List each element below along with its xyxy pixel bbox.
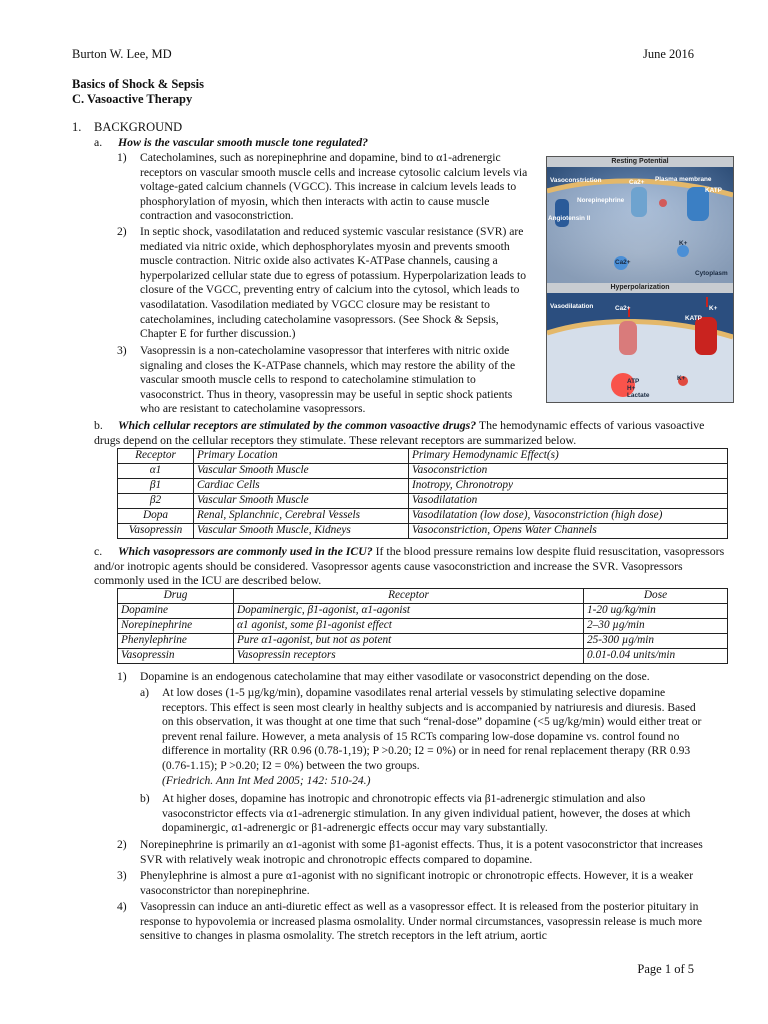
table-cell: 1-20 ug/kg/min <box>584 604 728 619</box>
table-cell: Vasopressin <box>118 649 234 664</box>
table-cell: Dopa <box>118 509 194 524</box>
item-text: Norepinephrine is primarily an α1-agonist with some β1-agonist effects. Thus, it is a potent vasoconstrictor that increases SVR with relatively weak inotropic and chronotropic effects compared to dopamine. <box>140 838 703 866</box>
item-text: Dopamine is an endogenous catecholamine that may either vasodilate or vasoconstrict depending on the dose. <box>140 670 650 683</box>
item-number: 2) <box>117 225 127 238</box>
item-letter: a) <box>140 686 150 699</box>
column-header: Drug <box>118 589 234 604</box>
table-row <box>118 464 728 479</box>
table-cell: Vascular Smooth Muscle, Kidneys <box>194 524 409 539</box>
table-header-row <box>118 589 728 604</box>
page-number: Page 1 of 5 <box>637 962 694 976</box>
figure-label: Ca2+ <box>629 179 645 186</box>
question-text: Which vasopressors are commonly used in the ICU? <box>118 544 373 558</box>
table-cell: α1 agonist, some β1-agonist effect <box>234 619 584 634</box>
figure-label: Angiotensin II <box>548 215 591 222</box>
column-header: Receptor <box>118 449 194 464</box>
item-number: 4) <box>117 900 127 913</box>
question-letter: c. <box>94 544 103 558</box>
question-text: How is the vascular smooth muscle tone regulated? <box>118 135 369 149</box>
section-number: 1. <box>72 120 82 134</box>
item-text: At low doses (1-5 µg/kg/min), dopamine vasodilates renal arterial vessels by stimulating selective dopamine receptors. This effect is seen most clearly in healthy subjects and is accompanied by natriuresis and diuresis. Based on this observation, it was thought at one time that such “renal-dose” dopamine (<5 ug/kg/min) would either treat or prevent renal failure. However, a meta analysis of 15 RCTs comparing low-dose dopamine vs. control found no difference in mortality (RR 0.96 (0.78-1,19); P >0.20; I2 = 0%) or in need for renal replacement therapy (RR 0.93 (0.76-1.15); P >0.20; I2 = 0%) between the two groups. <box>162 686 702 772</box>
table-cell: Dopaminergic, β1-agonist, α1-agonist <box>234 604 584 619</box>
figure-label: KATP <box>685 315 702 322</box>
list-item <box>117 869 705 898</box>
table-cell: Vascular Smooth Muscle <box>194 494 409 509</box>
table-row <box>118 619 728 634</box>
document-title <box>72 77 204 107</box>
list-item <box>117 344 529 417</box>
table-row <box>118 509 728 524</box>
column-header: Receptor <box>234 589 584 604</box>
table-cell: Dopamine <box>118 604 234 619</box>
list-item <box>117 225 529 342</box>
title-line-1: Basics of Shock & Sepsis <box>72 77 204 91</box>
item-letter: b) <box>140 792 150 805</box>
section-heading <box>72 120 182 135</box>
list-item <box>117 900 705 944</box>
question-body: The hemodynamic effects of various vasoactive drugs depend on the cellular receptors they stimulate. These relevant receptors are summarized below. <box>94 418 705 447</box>
table-row <box>118 634 728 649</box>
table-cell: 25-300 µg/min <box>584 634 728 649</box>
figure-label: Vasodilatation <box>550 303 594 310</box>
figure-label: Norepinephrine <box>577 197 625 204</box>
item-number: 2) <box>117 838 127 851</box>
table-row <box>118 494 728 509</box>
table-cell: Vascular Smooth Muscle <box>194 464 409 479</box>
question-text: Which cellular receptors are stimulated by the common vasoactive drugs? <box>118 418 477 432</box>
item-text: At higher doses, dopamine has inotropic and chronotropic effects via β1-adrenergic stimulation and also vasoconstrictor effects via α1-adrenergic stimulation. In any given individual patient, however, the doses at which dopaminergic, α1-adrenergic or β1-adrenergic effects occur may vary substantially. <box>162 792 691 835</box>
table-row <box>118 649 728 664</box>
table-cell: Pure α1-agonist, but not as potent <box>234 634 584 649</box>
figure-label: Plasma membrane <box>655 176 712 183</box>
question-c <box>94 544 728 588</box>
title-line-2: C. Vasoactive Therapy <box>72 92 193 106</box>
figure-label: KATP <box>705 187 722 194</box>
table-cell: Vasoconstriction <box>409 464 728 479</box>
figure-label: K+ <box>709 305 718 312</box>
receptor-table <box>117 448 728 539</box>
table-cell: β2 <box>118 494 194 509</box>
column-header: Dose <box>584 589 728 604</box>
table-cell: Vasodilatation (low dose), Vasoconstriction (high dose) <box>409 509 728 524</box>
item-number: 1) <box>117 151 127 164</box>
column-header: Primary Hemodynamic Effect(s) <box>409 449 728 464</box>
column-header: Primary Location <box>194 449 409 464</box>
smooth-muscle-figure <box>546 156 734 403</box>
figure-label: Ca2+ <box>615 305 631 312</box>
figure-label: Lactate <box>627 392 650 399</box>
table-cell: Vasodilatation <box>409 494 728 509</box>
table-cell: 2–30 µg/min <box>584 619 728 634</box>
sub-list-item <box>140 792 706 836</box>
table-row <box>118 479 728 494</box>
item-text: Vasopressin is a non-catecholamine vasopressor that interferes with nitric oxide signaling and closes the K-ATPase channels, which may restore the ability of the vascular smooth muscle cells to respond to catecholamine stimulation to vasoconstrict. Thus in theory, vasopressin may be useful in septic shock patients who are resistant to catecholamine vasopressors. <box>140 344 516 416</box>
item-text: Phenylephrine is almost a pure α1-agonist with no significant inotropic or chronotropic effects. However, it is a weaker vasoconstrictor than norepinephrine. <box>140 869 694 897</box>
item-number: 3) <box>117 344 127 357</box>
question-b <box>94 418 724 447</box>
question-a <box>94 135 368 150</box>
question-letter: a. <box>94 135 103 149</box>
figure-label: H+ <box>627 385 636 392</box>
section-label: BACKGROUND <box>94 120 183 134</box>
author: Burton W. Lee, MD <box>72 47 172 61</box>
table-cell: 0.01-0.04 units/min <box>584 649 728 664</box>
table-header-row <box>118 449 728 464</box>
item-text: In septic shock, vasodilatation and reduced systemic vascular resistance (SVR) are mediated via nitric oxide, which dephosphorylates myosin and prevents smooth muscle contraction. Nitric oxide also activates K-ATPase channels, causing a hyperpolarized cellular state due to egress of potassium. Hyperpolarization leads to closure of the VGCC, preventing entry of calcium into the cytosol, which leads to vasodilatation. Vasodilation mediated by VGCC closure may be resistant to catecholamines, including catecholamine vasopressors. (See Shock & Sepsis, Chapter E for further discussion.) <box>140 225 527 341</box>
figure-label: Cytoplasm <box>695 270 728 277</box>
table-cell: Phenylephrine <box>118 634 234 649</box>
table-cell: β1 <box>118 479 194 494</box>
table-cell: α1 <box>118 464 194 479</box>
figure-label: K+ <box>677 375 686 382</box>
table-cell: Inotropy, Chronotropy <box>409 479 728 494</box>
table-cell: Vasopressin <box>118 524 194 539</box>
table-row <box>118 524 728 539</box>
question-body: If the blood pressure remains low despite fluid resuscitation, vasopressors and/or inotropic agents should be considered. Vasopressor agents cause vasoconstriction and increase the SVR. Vasopressors commonly used in the ICU are described below. <box>94 544 725 588</box>
list-item <box>117 151 529 224</box>
list-item <box>117 670 729 685</box>
table-cell: Norepinephrine <box>118 619 234 634</box>
sub-list-item <box>140 686 706 788</box>
table-cell: Vasopressin receptors <box>234 649 584 664</box>
figure-title-bottom: Hyperpolarization <box>547 283 733 293</box>
list-item <box>117 838 705 867</box>
document-date: June 2016 <box>642 47 694 61</box>
item-text: Vasopressin can induce an anti-diuretic effect as well as a vasopressor effect. It is released from the posterior pituitary in response to hypovolemia or increased plasma osmolality. Under normal circumstances, vasopressin release is much more sensitive to changes in plasma osmolality. The stretch receptors in the left atrium, aortic <box>140 900 703 943</box>
table-cell: Renal, Splanchnic, Cerebral Vessels <box>194 509 409 524</box>
table-cell: Cardiac Cells <box>194 479 409 494</box>
item-text: Catecholamines, such as norepinephrine and dopamine, bind to α1-adrenergic receptors on vascular smooth muscle cells and increase cytosolic calcium levels via voltage-gated calcium channels (VGCC). This increase in calcium levels leads to phosphorylation of myosin, which then interacts with actin to cause muscle contraction and vasoconstriction. <box>140 151 528 223</box>
figure-title-top: Resting Potential <box>547 157 733 167</box>
figure-label: ATP <box>627 378 640 385</box>
table-row <box>118 604 728 619</box>
figure-label: Vasoconstriction <box>550 177 602 184</box>
question-letter: b. <box>94 418 103 432</box>
drug-table <box>117 588 728 664</box>
figure-label: K+ <box>679 240 688 247</box>
item-number: 3) <box>117 869 127 882</box>
citation: (Friedrich. Ann Int Med 2005; 142: 510-24.) <box>162 773 371 787</box>
figure-label: Ca2+ <box>615 259 631 266</box>
table-cell: Vasoconstriction, Opens Water Channels <box>409 524 728 539</box>
item-number: 1) <box>117 670 127 683</box>
